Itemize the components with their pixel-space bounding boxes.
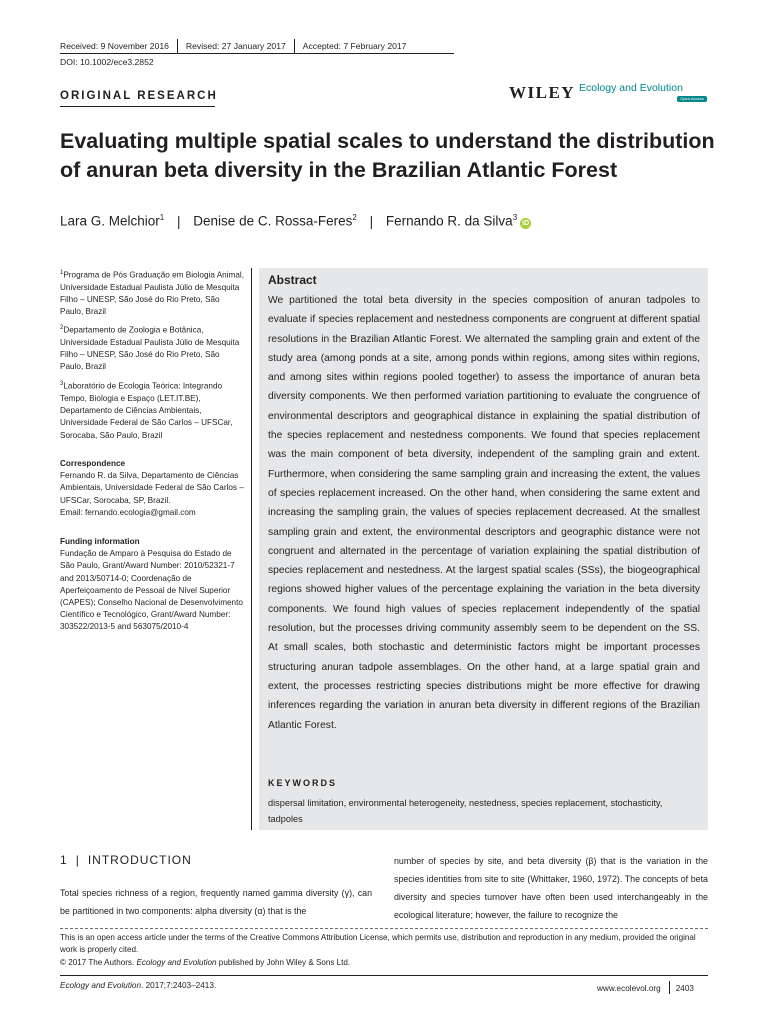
funding-heading: Funding information [60, 537, 140, 546]
keywords-heading: KEYWORDS [268, 778, 338, 788]
affiliation-1 [60, 267, 245, 319]
copyright-journal: Ecology and Evolution [136, 957, 217, 967]
orcid-icon[interactable]: iD [522, 219, 530, 227]
correspondence-text: Fernando R. da Silva, Departamento de Ciências Ambientais, Universidade Federal de São Carlos – UFSCar, Sorocaba, SP, Brazil. [60, 471, 244, 505]
correspondence [60, 458, 245, 519]
wiley-logo: WILEY [509, 83, 576, 102]
accepted-date: Accepted: 7 February 2017 [302, 41, 407, 51]
funding-text: Fundação de Amparo à Pesquisa do Estado de São Paulo, Grant/Award Number: 2010/52321-7 and 2013/50714-0; Coordenação de Aperfeiçoamento de Pessoal de Nível Superior (CAPES); Conselho Nacional de Desenvolvimento Científico e Tecnológico, Grant/Award Number: 303522/2013-5 and 563075/2010-4 [60, 549, 243, 632]
section-title: INTRODUCTION [87, 853, 192, 867]
section-rule [60, 106, 215, 107]
affiliation-3 [60, 378, 245, 442]
affiliation-text: Programa de Pós Graduação em Biologia Animal, Universidade Estadual Paulista Júlio de Mesquita Filho – UNESP, São José do Rio Preto, São Paulo, Brazil [60, 270, 245, 317]
author-affiliation-mark: 2 [352, 213, 357, 222]
section-label: ORIGINAL RESEARCH [60, 90, 218, 102]
abstract-heading: Abstract [268, 273, 317, 287]
intro-text-right: number of species by site, and beta diversity (β) that is the variation in the species identities from site to site (Whittaker, 1960, 1972). The concepts of beta diversity and species turnover have often been used interchangeably in the ecological literature; however, the failure to recognize the [394, 856, 708, 920]
author-affiliation-mark: 3 [512, 213, 518, 222]
author-separator: | [369, 213, 374, 229]
footer-right [597, 981, 694, 994]
funding-information [60, 536, 245, 634]
license-text: This is an open access article under the terms of the Creative Commons Attribution License, which permits use, distribution and reproduction in any medium, provided the original work is properly cited. [60, 933, 696, 955]
copyright-prefix: © 2017 The Authors. [60, 957, 137, 967]
affiliation-text: Laboratório de Ecologia Teórica: Integrando Tempo, Biologia e Espaço (LET.IT.BE), Departamento de Ciências Ambientais, Universidade Federal de São Carlos – UFSCar, Sorocaba, São Paulo, Brazil [60, 381, 233, 440]
received-date: Received: 9 November 2016 [60, 41, 169, 51]
footer-journal: Ecology and Evolution [60, 981, 142, 990]
footer-rule [60, 975, 708, 976]
author-affiliation-mark: 1 [159, 213, 165, 222]
footer-volume: . 2017;7:2403–2413. [141, 981, 217, 990]
introduction-heading [60, 853, 192, 867]
license-notice [60, 932, 708, 969]
date-separator [294, 39, 295, 53]
abstract-divider [251, 268, 252, 830]
affiliation-mark: 1 [60, 270, 64, 276]
open-access-badge: Open Access [677, 96, 707, 102]
page-number: 2403 [675, 984, 694, 993]
journal-brand: Ecology and Evolution [579, 82, 683, 94]
license-rule [60, 928, 708, 929]
affiliation-mark: 3 [60, 381, 64, 387]
footer-citation [60, 981, 216, 990]
article-title: Evaluating multiple spatial scales to understand the distribution of anuran beta diversity in the Brazilian Atlantic Forest [60, 129, 715, 182]
abstract-text: We partitioned the total beta diversity in the species composition of anuran tadpoles to evaluate if species replacement and nestedness components are congruent at different spatial resolutions in the Brazilian Atlantic Forest. We alternated the sampling grain and extent of the study area (among ponds at a site, among ponds within regions, among sites within regions, and among sites within regions pooled together) to assess the importance of anuran beta diversity components. We then performed variation partitioning to evaluate the congruence of environmental descriptors and geographical distance in explaining the spatial distribution of the species replacement and nestedness components. We found that species replacement was the main component of beta diversity, independent of the sampling grain and extent. Furthermore, when considering the same sampling grain and increasing the extent, the values of species replacement increased. On the other hand, when considering the same extent and increasing the sampling grain, the values of species replacement decreased. At the smallest sampling grain and extent, the environmental descriptors and geographic distance were not congruent and alternated in the percentage of variation explaining the spatial distribution of species replacement and nestedness. At the largest spatial scales (SSs), the biogeographical regions showed higher values of the percentage explaining the variation in the beta diversity components. We found high values of species replacement independently of the spatial resolution, but the processes driving community assembly seem to be dependent on the SS. At small scales, both stochastic and deterministic factors might be important processes structuring anuran tadpole assemblages. On the other hand, at a large spatial grain and extent, the processes restricting species distributions might be more effective for drawing inferences regarding the variation in anuran beta diversity in different regions of the Brazilian Atlantic Forest. [268, 295, 700, 731]
journal-website-link[interactable]: www.ecolevol.org [597, 984, 661, 993]
section-number: 1 [60, 853, 68, 867]
heading-separator: | [75, 853, 80, 867]
correspondence-heading: Correspondence [60, 459, 126, 468]
footer-separator [669, 981, 670, 994]
header-rule [60, 53, 454, 54]
author-name[interactable]: Lara G. Melchior [60, 213, 160, 229]
affiliation-text: Departamento de Zoologia e Botânica, Universidade Estadual Paulista Júlio de Mesquita Filho – UNESP, São José do Rio Preto, São Paulo, Brazil [60, 325, 240, 372]
affiliation-mark: 2 [60, 325, 64, 331]
keywords-text: dispersal limitation, environmental heterogeneity, nestedness, species replacement, stochasticity, tadpoles [268, 798, 663, 824]
affiliation-2 [60, 322, 245, 374]
doi[interactable]: DOI: 10.1002/ece3.2852 [60, 57, 154, 67]
author-name[interactable]: Fernando R. da Silva [385, 213, 513, 229]
correspondence-email[interactable]: Email: fernando.ecologia@gmail.com [60, 507, 196, 517]
date-separator [177, 39, 178, 53]
article-dates [60, 39, 406, 53]
intro-text-left: Total species richness of a region, frequently named gamma diversity (γ), can be partitioned in two components: alpha diversity (α) that is the [60, 888, 372, 916]
author-list [60, 213, 531, 229]
author-separator: | [177, 213, 181, 229]
copyright-suffix: published by John Wiley & Sons Ltd. [216, 957, 351, 967]
author-name[interactable]: Denise de C. Rossa-Feres [193, 213, 353, 229]
revised-date: Revised: 27 January 2017 [185, 41, 286, 51]
